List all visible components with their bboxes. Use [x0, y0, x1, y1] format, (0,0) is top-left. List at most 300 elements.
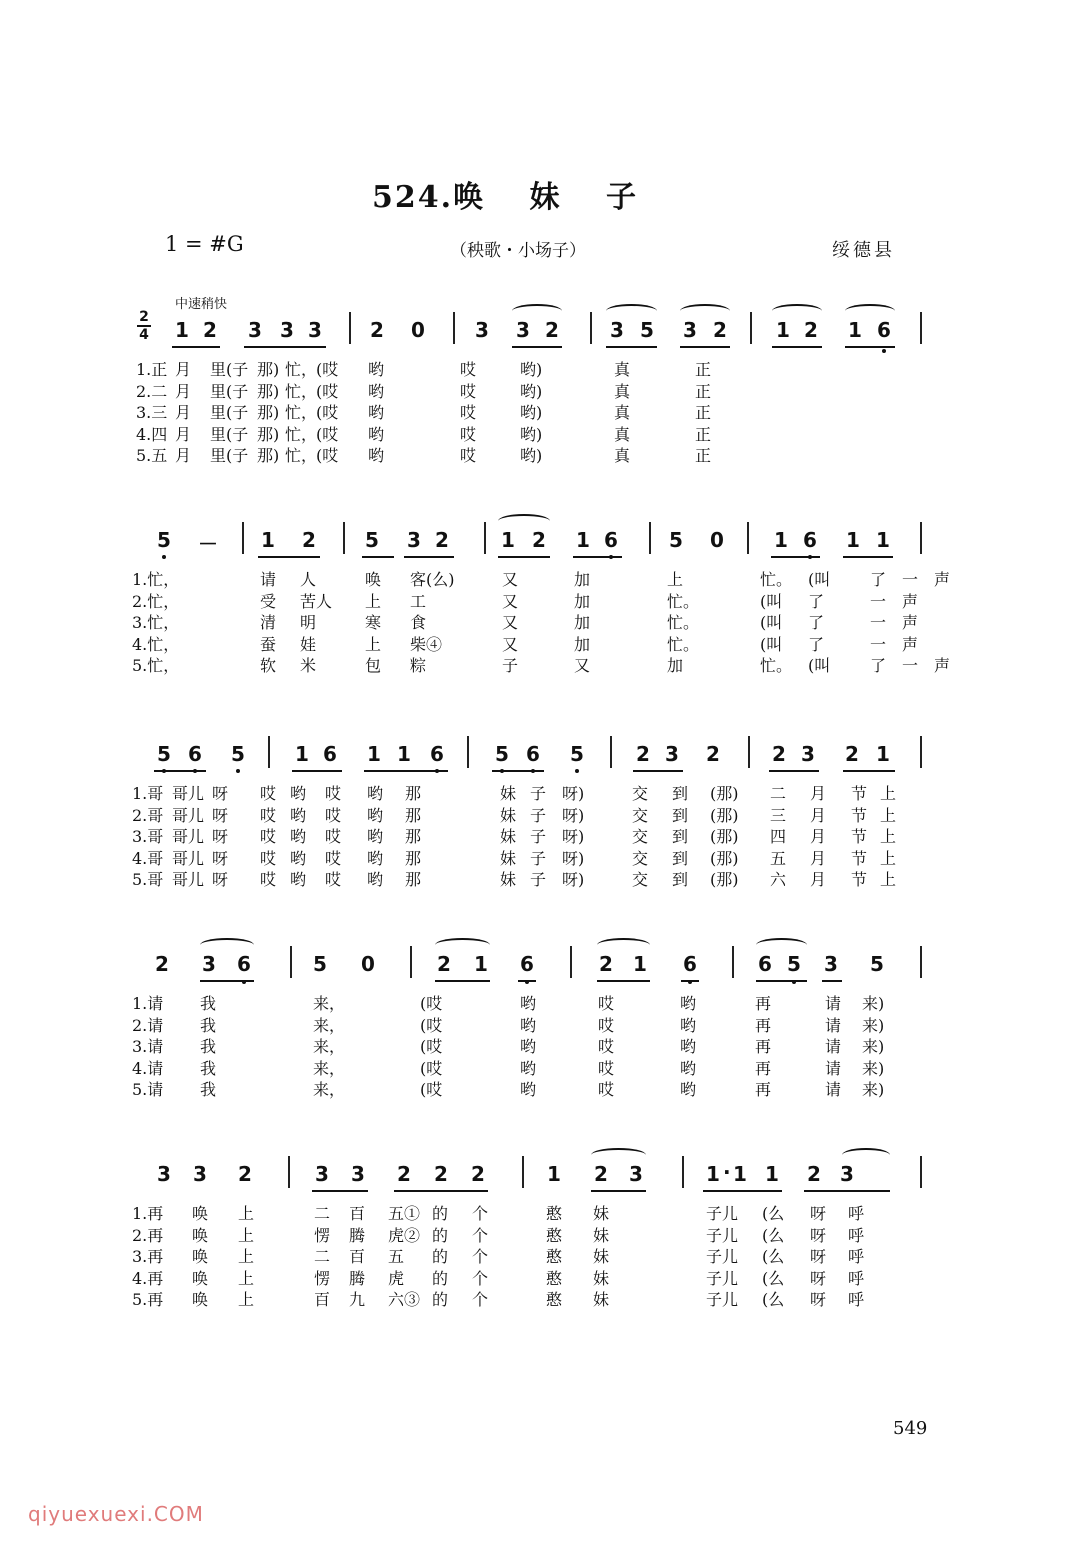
lyric-syllable: 4.请 — [132, 1058, 164, 1078]
genre-label: （秧歌・小场子） — [450, 241, 586, 261]
barline — [522, 1156, 524, 1188]
lyric-syllable: 月 — [810, 870, 827, 889]
lyric-syllable: 到 — [672, 805, 689, 825]
note: 6 — [323, 742, 337, 766]
note: 3 — [308, 318, 322, 342]
hold-dash: － — [198, 532, 218, 556]
beam-underline — [606, 346, 657, 348]
note: 2 — [807, 1162, 821, 1186]
beam-underline — [843, 556, 893, 558]
lyric-syllable: 那) — [257, 360, 280, 379]
lyric-syllable: 请 — [825, 1080, 842, 1099]
lyric-syllable: 个 — [472, 1225, 489, 1245]
lyric-syllable: 明 — [300, 613, 317, 632]
lyric-syllable: 交 — [632, 805, 649, 825]
lyric-syllable: 哎 — [460, 381, 477, 401]
lyric-line — [0, 635, 1086, 655]
lyric-syllable: 到 — [672, 870, 689, 889]
lyric-syllable: 1.正 — [136, 360, 168, 379]
barline — [920, 1156, 922, 1188]
lyric-syllable: 哟 — [368, 446, 385, 465]
barline — [920, 946, 922, 978]
note: 2 — [545, 318, 559, 342]
note: 1 — [397, 742, 411, 766]
lyric-line — [0, 806, 1086, 826]
lyric-syllable: 又 — [502, 591, 519, 611]
lyric-syllable: (叫 — [760, 591, 783, 611]
lyric-syllable: 妹 — [593, 1268, 610, 1288]
lyric-syllable: 2.再 — [132, 1225, 164, 1245]
lyric-syllable: 个 — [472, 1268, 489, 1288]
lyric-syllable: 子儿 — [706, 1247, 739, 1266]
octave-dot — [236, 769, 240, 773]
lyric-syllable: 人 — [300, 570, 317, 589]
lyric-syllable: 哎 — [260, 827, 277, 846]
note: 5 — [870, 952, 884, 976]
lyric-syllable: 交 — [632, 784, 649, 803]
lyric-syllable: 软 — [260, 656, 277, 675]
lyric-syllable: 真 — [614, 446, 631, 465]
lyric-syllable: (叫 — [760, 634, 783, 654]
lyric-syllable: 再 — [755, 994, 772, 1013]
lyric-syllable: 忙。 — [667, 613, 700, 632]
lyric-syllable: 加 — [574, 591, 591, 611]
note: 2 — [845, 742, 859, 766]
slur-arc — [606, 304, 657, 318]
slur-arc — [772, 304, 822, 318]
lyric-syllable: 月 — [175, 381, 192, 401]
barline — [484, 522, 486, 554]
note: 5 — [157, 742, 171, 766]
lyric-syllable: 呼 — [848, 1268, 865, 1288]
beam-underline — [435, 980, 490, 982]
lyric-syllable: (哎 — [316, 403, 339, 422]
barline — [410, 946, 412, 978]
lyric-syllable: 月 — [175, 360, 192, 379]
lyric-syllable: 上 — [238, 1225, 255, 1245]
note: 1 — [733, 1162, 747, 1186]
note: 3 — [280, 318, 294, 342]
slur-arc — [435, 938, 490, 952]
lyric-syllable: 二 — [314, 1247, 331, 1266]
note: 3 — [824, 952, 838, 976]
lyric-syllable: 呀) — [562, 848, 585, 868]
lyric-syllable: 上 — [880, 827, 897, 846]
lyric-syllable: 那) — [257, 446, 280, 465]
lyric-syllable: 哎 — [325, 784, 342, 803]
lyric-syllable: 妹 — [500, 848, 517, 868]
barline — [268, 736, 270, 768]
music-system-2 — [0, 528, 1086, 556]
lyric-syllable: 哎 — [325, 870, 342, 889]
lyric-syllable: 哟 — [290, 784, 307, 803]
lyric-syllable: 哎 — [260, 870, 277, 889]
lyric-syllable: 来， — [313, 994, 346, 1013]
lyric-syllable: 2.请 — [132, 1015, 164, 1035]
lyric-syllable: 了 — [870, 570, 887, 589]
lyric-syllable: (那) — [710, 827, 739, 846]
music-system-4 — [0, 952, 1086, 976]
lyric-syllable: 加 — [574, 570, 591, 589]
lyric-syllable: 哟 — [368, 403, 385, 422]
time-signature-top: 2 — [139, 309, 149, 325]
lyric-syllable: (那) — [710, 848, 739, 868]
lyric-syllable: 再 — [755, 1015, 772, 1035]
page-number: 549 — [893, 1418, 928, 1439]
lyric-syllable: 哟 — [520, 1037, 537, 1056]
octave-dot — [882, 349, 886, 353]
lyric-syllable: 百 — [314, 1290, 331, 1309]
lyric-syllable: 的 — [432, 1204, 449, 1223]
lyric-syllable: 2.哥 — [132, 805, 164, 825]
note: 3 — [157, 1162, 171, 1186]
note: 6 — [803, 528, 817, 552]
barline — [920, 736, 922, 768]
lyric-syllable: 憨 — [546, 1268, 563, 1288]
beam-underline — [512, 346, 562, 348]
lyric-syllable: 妹 — [500, 784, 517, 803]
beam-underline — [573, 556, 622, 558]
lyric-syllable: 来， — [313, 1015, 346, 1035]
lyric-syllable: 哎 — [260, 848, 277, 868]
lyric-syllable: 节 — [851, 805, 868, 825]
lyric-syllable: 3.再 — [132, 1247, 164, 1266]
lyric-syllable: 又 — [502, 634, 519, 654]
note: 6 — [683, 952, 697, 976]
slur-arc — [680, 304, 730, 318]
lyric-syllable: (么 — [762, 1204, 785, 1223]
lyric-syllable: 腾 — [349, 1268, 366, 1288]
time-signature — [136, 309, 152, 343]
lyric-syllable: 哟 — [367, 827, 384, 846]
lyric-syllable: 3.三 — [136, 403, 168, 422]
lyric-syllable: 那 — [405, 784, 422, 803]
lyric-syllable: 米 — [300, 656, 317, 675]
barline — [748, 736, 750, 768]
lyric-syllable: 5.忙， — [132, 656, 180, 675]
lyric-syllable: (哎 — [420, 994, 443, 1013]
note: 3 — [801, 742, 815, 766]
lyric-syllable: 五 — [770, 848, 787, 868]
barline — [920, 312, 922, 344]
lyric-line — [0, 570, 1086, 590]
lyric-syllable: 请 — [825, 1015, 842, 1035]
note: 1 — [501, 528, 515, 552]
beam-underline — [312, 1190, 368, 1192]
lyric-syllable: 的 — [432, 1247, 449, 1266]
note: 3 — [610, 318, 624, 342]
barline — [610, 736, 612, 768]
lyric-syllable: 再 — [755, 1037, 772, 1056]
barline — [290, 946, 292, 978]
note: 1 — [576, 528, 590, 552]
lyric-syllable: 呀 — [212, 784, 229, 803]
beam-underline — [772, 346, 822, 348]
lyric-syllable: 真 — [614, 403, 631, 422]
beam-underline — [843, 770, 895, 772]
lyric-syllable: 加 — [667, 656, 684, 675]
lyric-line — [0, 784, 1086, 804]
lyric-syllable: (么 — [762, 1268, 785, 1288]
lyric-syllable: 忙。 — [760, 656, 793, 675]
note: 6 — [604, 528, 618, 552]
slur-arc — [200, 938, 254, 952]
lyric-syllable: 了 — [808, 634, 825, 654]
note: 3 — [840, 1162, 854, 1186]
lyric-syllable: 来) — [862, 1037, 885, 1056]
barline — [747, 522, 749, 554]
lyric-line — [0, 1059, 1086, 1079]
lyric-line — [0, 1290, 1086, 1310]
lyric-syllable: 妹 — [593, 1225, 610, 1245]
lyric-syllable: 五① — [388, 1204, 421, 1223]
note: 3 — [683, 318, 697, 342]
lyric-syllable: 上 — [238, 1204, 255, 1223]
lyric-syllable: 一 — [870, 634, 887, 654]
barline — [732, 946, 734, 978]
lyric-line — [0, 425, 1086, 445]
lyric-syllable: 虎 — [388, 1268, 405, 1288]
lyric-syllable: 呀 — [810, 1290, 827, 1309]
lyric-syllable: 正 — [695, 424, 712, 444]
lyric-syllable: 百 — [349, 1204, 366, 1223]
lyric-syllable: 1.忙， — [132, 570, 180, 589]
lyric-syllable: 食 — [410, 613, 427, 632]
lyric-syllable: 哟) — [520, 360, 543, 379]
note: 3 — [475, 318, 489, 342]
lyric-line — [0, 870, 1086, 890]
lyric-syllable: 上 — [365, 634, 382, 654]
lyric-syllable: 愣 — [314, 1225, 331, 1245]
beam-underline — [292, 770, 342, 772]
lyric-syllable: 呼 — [848, 1247, 865, 1266]
note: 3 — [202, 952, 216, 976]
lyric-syllable: 2.二 — [136, 381, 168, 401]
lyric-syllable: 加 — [574, 634, 591, 654]
lyric-syllable: 子 — [530, 827, 547, 846]
note: 6 — [430, 742, 444, 766]
note: 6 — [758, 952, 772, 976]
lyric-syllable: 里(子 — [210, 403, 249, 422]
lyric-syllable: 唤 — [192, 1268, 209, 1288]
lyric-syllable: 来) — [862, 1058, 885, 1078]
lyric-syllable: 哎 — [325, 827, 342, 846]
note: 1 — [848, 318, 862, 342]
lyric-syllable: 月 — [175, 424, 192, 444]
lyric-line — [0, 827, 1086, 847]
lyric-syllable: 哎 — [460, 403, 477, 422]
note: 2 — [713, 318, 727, 342]
lyric-syllable: (哎 — [420, 1015, 443, 1035]
lyric-line — [0, 1037, 1086, 1057]
barline — [750, 312, 752, 344]
lyric-syllable: 个 — [472, 1247, 489, 1266]
lyric-syllable: 呀 — [810, 1268, 827, 1288]
lyric-syllable: 哟 — [680, 1037, 697, 1056]
lyric-syllable: 了 — [808, 613, 825, 632]
lyric-syllable: 的 — [432, 1268, 449, 1288]
beam-underline — [633, 770, 683, 772]
note: 6 — [526, 742, 540, 766]
note: 2 — [636, 742, 650, 766]
lyric-syllable: 真 — [614, 381, 631, 401]
lyric-syllable: 1.再 — [132, 1204, 164, 1223]
beam-underline — [597, 980, 650, 982]
lyric-syllable: 个 — [472, 1204, 489, 1223]
note: 1 — [765, 1162, 779, 1186]
lyric-syllable: 上 — [880, 848, 897, 868]
note: 1 — [175, 318, 189, 342]
lyric-syllable: 哟 — [290, 848, 307, 868]
lyric-syllable: 妹 — [500, 827, 517, 846]
lyric-syllable: 哎 — [260, 784, 277, 803]
lyric-syllable: 呀 — [810, 1204, 827, 1223]
lyric-syllable: (么 — [762, 1247, 785, 1266]
lyric-syllable: 请 — [825, 1037, 842, 1056]
note: 1 — [633, 952, 647, 976]
lyric-syllable: 加 — [574, 613, 591, 632]
lyric-syllable: 呀 — [212, 848, 229, 868]
lyric-syllable: 又 — [502, 570, 519, 589]
lyric-syllable: 子 — [530, 784, 547, 803]
lyric-syllable: 里(子 — [210, 360, 249, 379]
barline — [920, 522, 922, 554]
lyric-line — [0, 1269, 1086, 1289]
lyric-syllable: 的 — [432, 1225, 449, 1245]
lyric-syllable: 我 — [200, 994, 217, 1013]
lyric-syllable: 4.四 — [136, 424, 168, 444]
lyric-syllable: 节 — [851, 827, 868, 846]
lyric-syllable: 哟 — [367, 805, 384, 825]
lyric-syllable: 粽 — [410, 656, 427, 675]
lyric-syllable: 呀) — [562, 827, 585, 846]
lyric-syllable: 了 — [870, 656, 887, 675]
lyric-line — [0, 382, 1086, 402]
lyric-syllable: 声 — [902, 613, 919, 632]
note: 2 — [594, 1162, 608, 1186]
lyric-syllable: 哟 — [368, 381, 385, 401]
lyric-syllable: 呀 — [212, 827, 229, 846]
lyric-syllable: 正 — [695, 360, 712, 379]
lyric-syllable: 那) — [257, 381, 280, 401]
note: 3 — [407, 528, 421, 552]
lyric-syllable: 寒 — [365, 613, 382, 632]
lyric-syllable: 1.请 — [132, 994, 164, 1013]
lyric-syllable: 月 — [175, 446, 192, 465]
octave-dot — [808, 555, 812, 559]
beam-underline — [771, 556, 820, 558]
barline — [649, 522, 651, 554]
beam-underline — [822, 980, 842, 982]
lyric-syllable: 唤 — [192, 1225, 209, 1245]
lyric-syllable: (哎 — [316, 424, 339, 444]
lyric-syllable: 柴④ — [410, 634, 443, 654]
lyric-syllable: 子儿 — [706, 1225, 739, 1245]
music-system-3 — [0, 742, 1086, 766]
lyric-line — [0, 403, 1086, 423]
lyric-syllable: 憨 — [546, 1204, 563, 1223]
slur-arc — [512, 304, 562, 318]
lyric-syllable: 哟 — [367, 848, 384, 868]
lyric-syllable: (叫 — [808, 570, 831, 589]
lyric-syllable: 一 — [902, 570, 919, 589]
note: 5 — [313, 952, 327, 976]
note: 5 — [787, 952, 801, 976]
lyric-syllable: 哟) — [520, 446, 543, 465]
lyric-syllable: 呼 — [848, 1225, 865, 1245]
note: 5 — [669, 528, 683, 552]
lyric-syllable: 我 — [200, 1015, 217, 1035]
note: 5 — [640, 318, 654, 342]
lyric-syllable: 哥儿 — [172, 827, 205, 846]
lyric-syllable: 哟 — [290, 805, 307, 825]
lyric-line — [0, 360, 1086, 380]
lyric-syllable: 1.哥 — [132, 784, 164, 803]
lyric-syllable: 呀) — [562, 784, 585, 803]
lyric-syllable: 我 — [200, 1037, 217, 1056]
lyric-syllable: 愣 — [314, 1268, 331, 1288]
beam-underline — [845, 346, 895, 348]
beam-underline — [404, 556, 454, 558]
lyric-syllable: 哟 — [290, 870, 307, 889]
note: 1 — [776, 318, 790, 342]
lyric-syllable: 呀) — [562, 805, 585, 825]
lyric-syllable: 九 — [349, 1290, 366, 1309]
lyric-syllable: 子 — [530, 805, 547, 825]
lyric-syllable: 呀 — [212, 805, 229, 825]
note: 0 — [361, 952, 375, 976]
lyric-syllable: 哎 — [460, 360, 477, 379]
lyric-syllable: 呀) — [562, 870, 585, 889]
music-system-5 — [0, 1160, 1086, 1186]
lyric-syllable: 妹 — [593, 1204, 610, 1223]
lyric-syllable: 上 — [238, 1247, 255, 1266]
lyric-syllable: 呼 — [848, 1204, 865, 1223]
lyric-syllable: 正 — [695, 381, 712, 401]
note: 2 — [599, 952, 613, 976]
lyric-syllable: (那) — [710, 805, 739, 825]
lyric-syllable: (哎 — [420, 1037, 443, 1056]
lyric-syllable: 憨 — [546, 1225, 563, 1245]
lyric-syllable: (么 — [762, 1290, 785, 1309]
lyric-syllable: 蚕 — [260, 634, 277, 654]
lyric-syllable: 五 — [388, 1247, 405, 1266]
note: 2 — [203, 318, 217, 342]
lyric-syllable: 4.哥 — [132, 848, 164, 868]
lyric-syllable: 请 — [825, 994, 842, 1013]
lyric-syllable: 那 — [405, 870, 422, 889]
lyric-syllable: (哎 — [316, 360, 339, 379]
slur-arc — [842, 1148, 890, 1162]
lyric-syllable: 忙。 — [667, 634, 700, 654]
note: 2 — [532, 528, 546, 552]
lyric-syllable: 哥儿 — [172, 848, 205, 868]
lyric-syllable: 哎 — [325, 805, 342, 825]
lyric-syllable: 那 — [405, 805, 422, 825]
barline — [288, 1156, 290, 1188]
lyric-syllable: 哥儿 — [172, 784, 205, 803]
note: 0 — [710, 528, 724, 552]
octave-dot — [435, 769, 439, 773]
lyric-syllable: 又 — [574, 656, 591, 675]
barline — [570, 946, 572, 978]
lyric-syllable: 子儿 — [706, 1290, 739, 1309]
note: 1 — [876, 528, 890, 552]
lyric-syllable: 到 — [672, 848, 689, 868]
note: 3 — [629, 1162, 643, 1186]
lyric-syllable: 的 — [432, 1290, 449, 1309]
note: 2 — [238, 1162, 252, 1186]
